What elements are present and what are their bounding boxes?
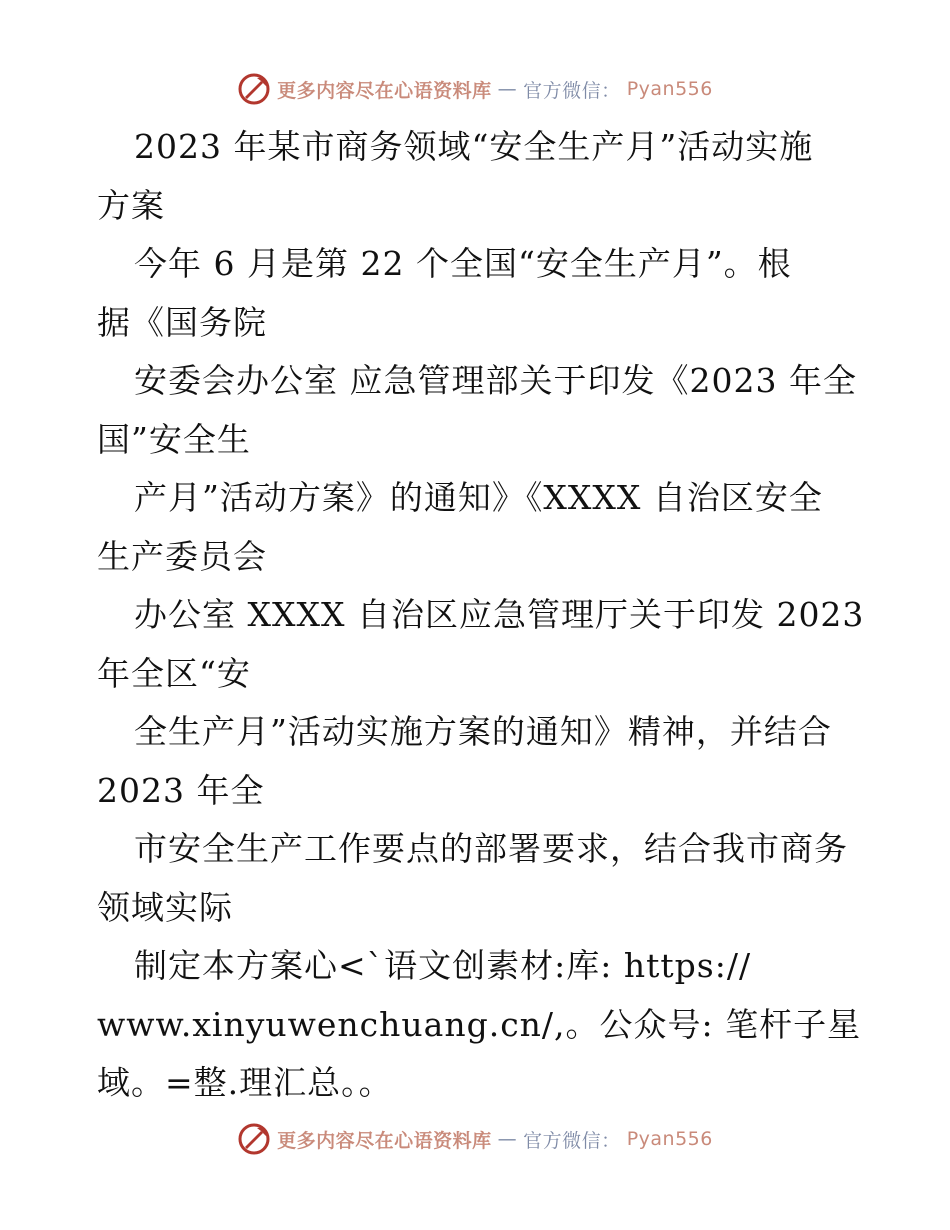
paragraph-line: 办公室 XXXX 自治区应急管理厅关于印发 2023 — [134, 595, 865, 634]
paragraph-line: 生产委员会 — [97, 536, 267, 576]
quill-logo-icon — [237, 1122, 271, 1156]
paragraph-line: 全生产月”活动实施方案的通知》精神，并结合 — [134, 712, 832, 751]
paragraph-line: 安委会办公室 应急管理部关于印发《2023 年全 — [134, 361, 857, 400]
paragraph-line: 域。=整.理汇总。。 — [97, 1063, 393, 1102]
header-watermark — [0, 72, 950, 106]
paragraph-line: 市安全生产工作要点的部署要求，结合我市商务 — [134, 829, 848, 868]
paragraph-line: 国”安全生 — [97, 419, 251, 459]
paragraph-line: 据《国务院 — [97, 302, 267, 342]
paragraph-line: 领域实际 — [97, 887, 233, 927]
watermark-main-text: 更多内容尽在心语资料库 — [277, 79, 492, 102]
paragraph-line: www.xinyuwenchuang.cn/,。公众号: 笔杆子星 — [97, 1004, 862, 1044]
watermark-separator: — — [497, 78, 518, 100]
paragraph-line: 制定本方案心<`语文创素材:库: https:// — [134, 946, 752, 985]
title-line-1: 2023 年某市商务领域“安全生产月”活动实施 — [134, 127, 814, 166]
paragraph-line: 今年 6 月是第 22 个全国“安全生产月”。根 — [134, 244, 792, 283]
quill-logo-icon — [237, 72, 271, 106]
footer-watermark — [0, 1122, 950, 1156]
paragraph-line: 产月”活动方案》的通知》《XXXX 自治区安全 — [134, 478, 823, 517]
watermark-wechat-account: Pyan556 — [626, 78, 713, 100]
watermark-wechat-label: 官方微信： — [523, 1129, 621, 1152]
document-body — [97, 118, 865, 1113]
watermark-wechat-label: 官方微信： — [523, 79, 621, 102]
watermark-separator: — — [497, 1128, 518, 1150]
watermark-wechat-account: Pyan556 — [626, 1128, 713, 1150]
paragraph-line: 2023 年全 — [97, 770, 265, 810]
paragraph-line: 年全区“安 — [97, 653, 251, 693]
title-line-2: 方案 — [97, 185, 165, 225]
watermark-main-text: 更多内容尽在心语资料库 — [277, 1129, 492, 1152]
